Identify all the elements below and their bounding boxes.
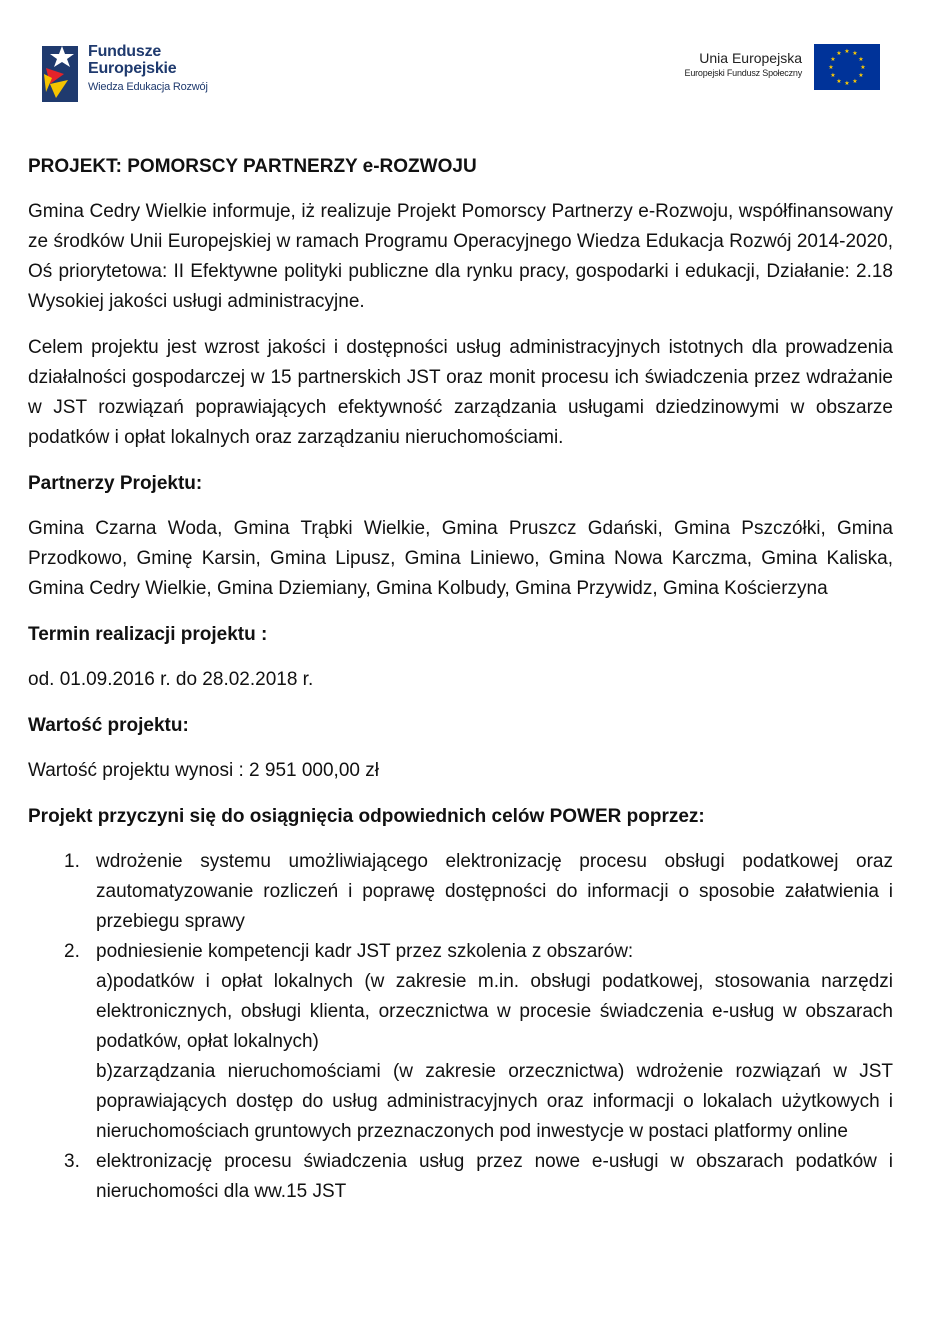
unia-europejska-logo: [640, 44, 880, 92]
list-subitem-a: a)podatków i opłat lokalnych (w zakresie m.in. obsługi podatkowej, stosowania narzędzi elektronicznych, obsługi klienta, orzecznictwa w procesie świadczenia e-usług w obszarach podatków, opłat lokalnych): [96, 971, 893, 1052]
svg-text:★: ★: [852, 50, 858, 57]
fe-logo-line2: Europejskie: [88, 60, 177, 77]
partners-heading: Partnerzy Projektu:: [28, 473, 203, 494]
svg-text:★: ★: [836, 78, 842, 85]
value-text: Wartość projektu wynosi : 2 951 000,00 zł: [28, 760, 379, 781]
fe-logo-line3: Wiedza Edukacja Rozwój: [88, 81, 208, 93]
list-item-number: 3.: [64, 1151, 80, 1172]
term-text: od. 01.09.2016 r. do 28.02.2018 r.: [28, 669, 314, 690]
list-item-text: podniesienie kompetencji kadr JST przez szkolenia z obszarów:: [96, 941, 634, 962]
partners-text: Gmina Czarna Woda, Gmina Trąbki Wielkie, Gmina Pruszcz Gdański, Gmina Pszczółki, Gmina Przodkowo, Gminę Karsin, Gmina Lipusz, Gmina Liniewo, Gmina Nowa Karczma, Gmina Kaliska, Gmina Cedry Wielkie, Gmina Dziemiany, Gmina Kolbudy, Gmina Przywidz, Gmina Kościerzyna: [28, 518, 893, 599]
svg-text:★: ★: [858, 72, 864, 79]
svg-text:★: ★: [830, 72, 836, 79]
fe-logo-line1: Fundusze: [88, 43, 162, 60]
list-subitem-b: b)zarządzania nieruchomościami (w zakresie orzecznictwa) wdrożenie rozwiązań w JST poprawiających dostęp do usług administracyjnych oraz informacji o lokalach użytkowych i nieruchomościach gruntowych przeznaczonych pod inwestycje w postaci platformy online: [96, 1061, 893, 1142]
page-header: [0, 0, 931, 120]
value-heading: Wartość projektu:: [28, 715, 189, 736]
term-heading: Termin realizacji projektu :: [28, 624, 268, 645]
list-item: [28, 1147, 893, 1207]
list-item-text: wdrożenie systemu umożliwiającego elektronizację procesu obsługi podatkowej oraz zautomatyzowanie rozliczeń i poprawę dostępności do informacji o sposobie załatwienia i przebiegu sprawy: [96, 851, 893, 932]
goals-heading: Projekt przyczyni się do osiągnięcia odpowiednich celów POWER poprzez:: [28, 806, 705, 827]
eu-flag-icon: [814, 44, 880, 90]
svg-text:★: ★: [836, 50, 842, 57]
list-item-number: 1.: [64, 851, 80, 872]
ue-logo-line1: Unia Europejska: [699, 50, 802, 66]
svg-text:★: ★: [844, 80, 850, 87]
list-item: [28, 847, 893, 937]
svg-text:★: ★: [844, 48, 850, 55]
ue-logo-line2: Europejski Fundusz Społeczny: [684, 68, 802, 78]
project-title: PROJEKT: POMORSCY PARTNERZY e-ROZWOJU: [28, 156, 477, 177]
svg-text:★: ★: [828, 64, 834, 71]
list-item-text: elektronizację procesu świadczenia usług przez nowe e-usługi w obszarach podatków i nieruchomości dla ww.15 JST: [96, 1151, 893, 1202]
document-body: [28, 152, 893, 1207]
fundusze-europejskie-logo: [42, 34, 242, 104]
goals-list: [28, 847, 893, 1207]
goal-paragraph: Celem projektu jest wzrost jakości i dostępności usług administracyjnych istotnych dla prowadzenia działalności gospodarczej w 15 partnerskich JST oraz monit procesu ich świadczenia przez wdrażanie w JST rozwiązań poprawiających efektywność zarządzania usługami dziedzinowymi w obszarze podatków i opłat lokalnych oraz zarządzaniu nieruchomościami.: [28, 337, 893, 448]
list-item: [28, 937, 893, 1147]
fe-star-mark-icon: [42, 34, 78, 102]
svg-text:★: ★: [852, 78, 858, 85]
svg-text:★: ★: [860, 64, 866, 71]
list-item-number: 2.: [64, 941, 80, 962]
svg-text:★: ★: [858, 56, 864, 63]
svg-text:★: ★: [830, 56, 836, 63]
intro-paragraph: Gmina Cedry Wielkie informuje, iż realizuje Projekt Pomorscy Partnerzy e-Rozwoju, współfinansowany ze środków Unii Europejskiej w ramach Programu Operacyjnego Wiedza Edukacja Rozwój 2014-2020, Oś priorytetowa: II Efektywne polityki publiczne dla rynku pracy, gospodarki i edukacji, Działanie: 2.18 Wysokiej jakości usługi administracyjne.: [28, 201, 893, 312]
